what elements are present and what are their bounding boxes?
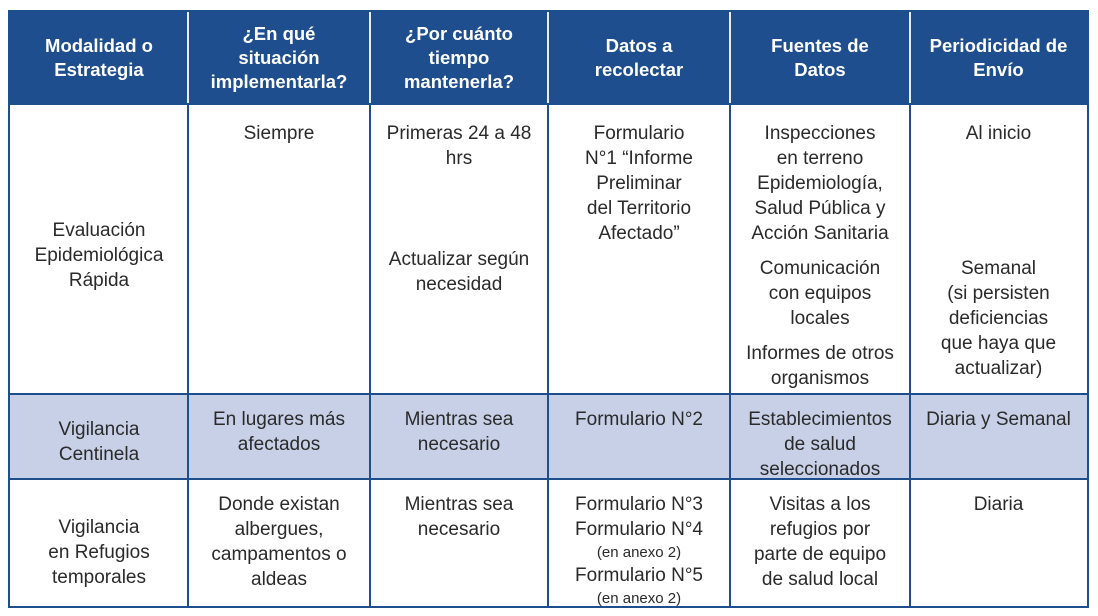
table-header: [10, 12, 1087, 103]
cell-datos: [548, 480, 730, 606]
datos-text: Formulario N°2: [575, 409, 703, 430]
column-divider: [369, 395, 371, 478]
periodicidad-text: Diaria: [973, 494, 1024, 515]
cell-situacion: [188, 395, 370, 478]
cell-modalidad: [10, 480, 188, 606]
header-fuentes: [730, 12, 910, 103]
cell-datos: [548, 395, 730, 478]
header-tiempo: [370, 12, 548, 103]
header-datos-label: Datos a recolectar: [594, 34, 684, 80]
column-divider: [547, 105, 549, 393]
cell-datos: [548, 105, 730, 393]
tiempo-text: Primeras 24 a 48 hrs: [386, 123, 532, 169]
datos-text: Formulario N°5: [575, 565, 703, 586]
header-periodicidad-label: Periodicidad de Envío: [929, 34, 1068, 80]
column-divider: [909, 395, 911, 478]
column-divider: [909, 105, 911, 393]
periodicidad-text: Diaria y Semanal: [926, 409, 1071, 430]
tiempo-text: Actualizar según necesidad: [388, 249, 530, 295]
modalidad-text: Vigilancia en Refugios temporales: [48, 517, 150, 588]
table-row-evaluacion: [10, 103, 1087, 393]
datos-text: Formulario N°1 “Informe Preliminar del Territorio Afectado”: [585, 123, 693, 244]
cell-periodicidad: [910, 105, 1087, 393]
datos-list: [548, 492, 730, 609]
column-divider: [729, 105, 731, 393]
situacion-text: Donde existan albergues, campamentos o aldeas: [211, 494, 347, 590]
column-divider: [369, 105, 371, 393]
column-divider: [369, 480, 371, 606]
fuentes-text: Visitas a los refugios por parte de equipo de salud local: [753, 494, 887, 590]
header-divider: [909, 12, 911, 103]
cell-situacion: [188, 105, 370, 393]
header-situacion-label: ¿En qué situación implementarla?: [210, 22, 348, 92]
cell-modalidad: [10, 395, 188, 478]
periodicidad-text: Semanal (si persisten deficiencias que haya que actualizar): [940, 258, 1057, 379]
datos-text: Formulario N°3: [575, 494, 703, 515]
modalidad-text: Vigilancia Centinela: [58, 419, 140, 465]
datos-text: Formulario N°4: [575, 519, 703, 540]
column-divider: [547, 480, 549, 606]
cell-situacion: [188, 480, 370, 606]
cell-tiempo: [370, 480, 548, 606]
datos-note: (en anexo 2): [596, 590, 682, 607]
header-divider: [547, 12, 549, 103]
periodicidad-text: Al inicio: [965, 123, 1032, 144]
column-divider: [729, 395, 731, 478]
cell-periodicidad: [910, 480, 1087, 606]
table-row-centinela: [10, 393, 1087, 480]
situacion-text: Siempre: [243, 123, 315, 144]
header-divider: [187, 12, 189, 103]
cell-modalidad: [10, 105, 188, 393]
cell-tiempo: [370, 105, 548, 393]
fuentes-text: Establecimientos de salud seleccionados: [748, 409, 892, 480]
header-periodicidad: [910, 12, 1087, 103]
cell-fuentes: [730, 480, 910, 606]
header-modalidad-label: Modalidad o Estrategia: [45, 34, 153, 80]
header-fuentes-label: Fuentes de Datos: [771, 34, 869, 80]
column-divider: [547, 395, 549, 478]
tiempo-text: Mientras sea necesario: [404, 494, 514, 540]
surveillance-table: [8, 10, 1089, 608]
situacion-text: En lugares más afectados: [212, 409, 345, 455]
column-divider: [187, 395, 189, 478]
fuentes-text: Comunicación con equipos locales: [759, 258, 881, 329]
cell-fuentes: [730, 395, 910, 478]
tiempo-text: Mientras sea necesario: [404, 409, 514, 455]
cell-tiempo: [370, 395, 548, 478]
table-row-refugios: [10, 480, 1087, 606]
header-datos: [548, 12, 730, 103]
modalidad-text: Evaluación Epidemiológica Rápida: [34, 220, 164, 291]
header-divider: [729, 12, 731, 103]
datos-note: (en anexo 2): [596, 544, 682, 561]
header-situacion: [188, 12, 370, 103]
column-divider: [187, 105, 189, 393]
column-divider: [187, 480, 189, 606]
header-tiempo-label: ¿Por cuánto tiempo mantenerla?: [403, 22, 514, 92]
fuentes-text: Informes de otros organismos: [746, 343, 894, 389]
column-divider: [729, 480, 731, 606]
header-modalidad: [10, 12, 188, 103]
column-divider: [909, 480, 911, 606]
cell-fuentes: [730, 105, 910, 393]
header-divider: [369, 12, 371, 103]
fuentes-text: Inspecciones en terreno Epidemiología, Salud Pública y Acción Sanitaria: [751, 123, 889, 244]
cell-periodicidad: [910, 395, 1087, 478]
